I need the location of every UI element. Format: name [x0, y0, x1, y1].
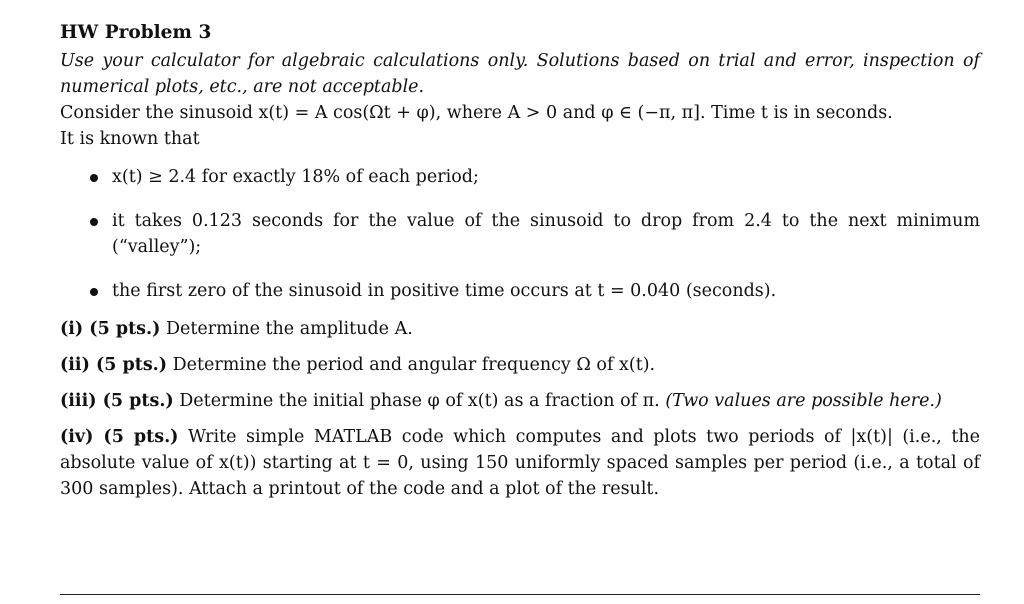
condition-item: the first zero of the sinusoid in positive time occurs at t = 0.040 (seconds). [60, 278, 980, 304]
part-label: (iv) (5 pts.) [60, 427, 179, 447]
part-i [60, 316, 980, 342]
problem-sheet [60, 18, 980, 502]
part-text: Determine the period and angular frequency Ω of x(t). [172, 355, 656, 375]
part-note: (Two values are possible here.) [665, 391, 942, 411]
condition-item: it takes 0.123 seconds for the value of the sinusoid to drop from 2.4 to the next minimum (“valley”); [60, 208, 980, 260]
part-label: (ii) (5 pts.) [60, 355, 168, 375]
given-conditions-list [60, 164, 980, 304]
bottom-divider [60, 594, 980, 595]
part-label: (i) (5 pts.) [60, 319, 161, 339]
part-text: Determine the amplitude A. [165, 319, 413, 339]
problem-title: HW Problem 3 [60, 22, 212, 43]
part-iv [60, 424, 980, 502]
condition-item: x(t) ≥ 2.4 for exactly 18% of each period; [60, 164, 980, 190]
part-ii [60, 352, 980, 378]
question-parts [60, 316, 980, 502]
part-iii [60, 388, 980, 414]
intro-line-2: It is known that [60, 129, 200, 149]
instructions: Use your calculator for algebraic calculations only. Solutions based on trial and error, inspection of numerical plots, etc., are not acceptable. [60, 51, 980, 97]
part-text: Write simple MATLAB code which computes and plots two periods of |x(t)| (i.e., the absolute value of x(t)) starting at t = 0, using 150 uniformly spaced samples per period (i.e., a total of 300 samples). Attach a printout of the code and a plot of the result. [60, 427, 980, 499]
part-text: Determine the initial phase φ of x(t) as a fraction of π. [179, 391, 660, 411]
part-label: (iii) (5 pts.) [60, 391, 174, 411]
intro-line-1: Consider the sinusoid x(t) = A cos(Ωt + φ), where A > 0 and φ ∈ (−π, π]. Time t is in seconds. [60, 103, 893, 123]
